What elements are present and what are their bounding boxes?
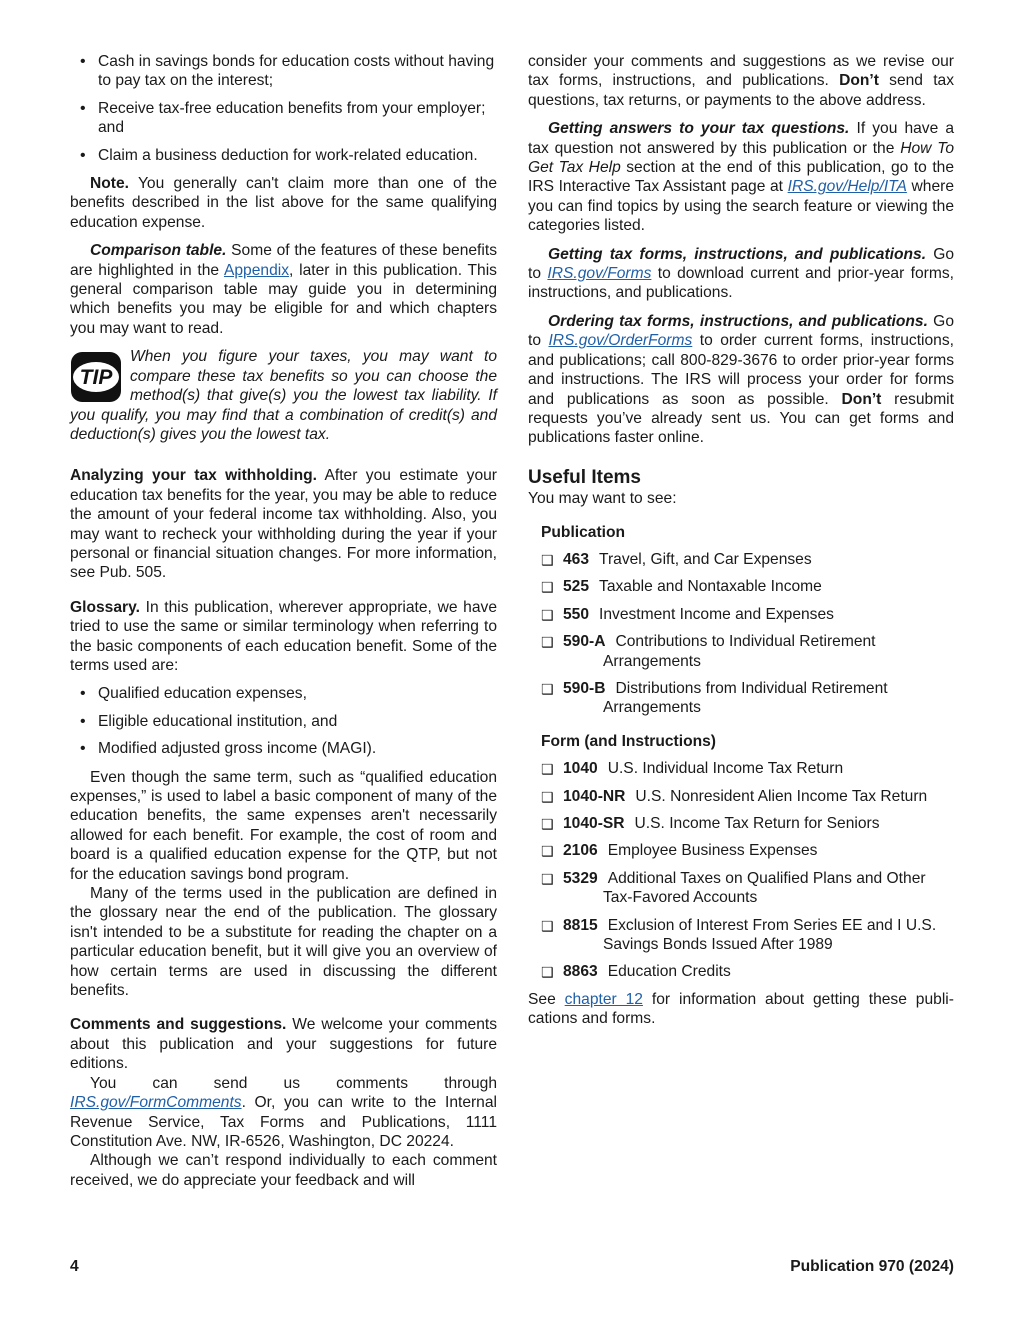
glossary-terms-list [70,684,497,758]
publication-footer: Publication 970 (2024) [790,1258,954,1275]
list-item: • Cash in savings bonds for education costs without having to pay tax on the interest; [70,52,497,91]
checkbox-icon[interactable]: ❑ [541,551,554,568]
ordering-text-cont: to order current forms, instructions, and publications; call 800-829-3676 to order prior-year forms and instructions. The IRS will process your order for forms and publications as soon as possible. [528,332,954,408]
answers-label: Getting answers to your tax questions. [548,120,850,138]
form-comments-link[interactable]: IRS.gov/FormComments [70,1094,242,1112]
checkbox-icon[interactable]: ❑ [541,634,554,651]
checkbox-icon[interactable]: ❑ [541,843,554,860]
item-title: Investment Income and Expenses [599,605,834,623]
list-item: • Qualified education expenses, [70,684,497,703]
publication-list [528,550,954,718]
help-ita-link[interactable]: IRS.gov/Help/ITA [787,178,907,196]
item-number: 525 [563,578,590,596]
send-comments-paragraph [70,1074,497,1152]
checkbox-icon[interactable]: ❑ [541,680,554,697]
list-item [541,605,954,624]
list-item [541,577,954,596]
list-item [541,632,954,671]
list-item [541,869,954,908]
order-forms-link[interactable]: IRS.gov/OrderForms [548,332,693,350]
many-terms-paragraph: Many of the terms used in the publication are defined in the glossary near the end of the publication. The glossary isn't intended to be a substitute for reading the chapter on a particular education benefit, but it will give you an overview of how certain terms are used in discussing the different benefits. [70,885,497,1000]
list-item [541,916,954,955]
tip-icon [70,351,122,403]
item-number: 1040-NR [563,787,626,805]
item-title: Contributions to Individual Retirement Arrangements [603,633,876,670]
right-column [528,52,954,1038]
ordering-text-end: resubmit requests you’ve already sent us. You can get forms and publications faster online. [528,390,954,447]
forms-paragraph [528,245,954,303]
withholding-text: After you estimate your education tax benefits for the year, you may be able to reduce the amount of your federal income tax withholding. Also, you may want to recheck your withholding during the year if your personal or financial situation changes. For more information, see Pub. 505. [70,467,497,582]
dont-emphasis: Don’t [839,72,879,90]
comparison-text: Some of the features of these benefits are highlighted in the [70,242,497,279]
irs-forms-link[interactable]: IRS.gov/Forms [547,265,652,283]
item-title: Travel, Gift, and Car Expenses [599,550,812,568]
comments-label: Comments and suggestions. [70,1016,287,1034]
list-item: • Eligible educational institution, and [70,712,497,731]
glossary-label: Glossary. [70,598,140,616]
continued-text: consider your comments and suggestions as we revise our tax forms, instructions, and publications. [528,53,954,90]
left-column [70,52,497,1190]
list-item [541,787,954,806]
list-item: • Claim a business deduction for work-related education. [70,146,497,165]
item-title: Additional Taxes on Qualified Plans and Other Tax-Favored Accounts [603,869,926,907]
withholding-label: Analyzing your tax withholding. [70,467,317,485]
note-paragraph [70,174,497,232]
tip-label: TIP [79,366,113,390]
answers-text-end: where you can find topics by using the search feature or viewing the categories listed. [528,178,954,235]
checkbox-icon[interactable]: ❑ [541,606,554,623]
forms-text: Go to [528,245,954,283]
withholding-paragraph [70,466,497,582]
list-item [541,550,954,569]
tip-box [70,347,497,444]
answers-text-cont: section at the end of this publication, go to the IRS Interactive Tax Assistant page at [528,159,955,196]
forms-text-cont: to download current and prior-year forms, instructions, and publications. [528,265,954,302]
useful-items-heading: Useful Items [528,466,641,488]
item-title: U.S. Individual Income Tax Return [607,760,844,778]
comments-paragraph [70,1015,497,1073]
item-number: 1040 [563,760,598,778]
send-text-cont: . Or, you can write to the Internal Revenue Service, Tax Forms and Publications, 1111 Constitution Ave. NW, IR-6526, Washington, DC 20224. [70,1094,497,1150]
checkbox-icon[interactable]: ❑ [541,870,554,887]
item-number: 5329 [563,869,598,887]
item-number: 590-A [563,633,606,651]
item-number: 2106 [563,842,598,860]
comparison-text-cont: , later in this publication. This general comparison table may guide you in determining which benefits you may be eligible for and which chapters you may want to read. [70,261,497,337]
see-text: See [528,990,565,1008]
item-number: 8863 [563,963,598,981]
continued-paragraph [528,52,954,110]
item-title: U.S. Income Tax Return for Seniors [634,815,880,832]
publication-heading: Publication [541,523,626,541]
ordering-label: Ordering tax forms, instructions, and publications. [548,312,928,330]
answers-paragraph [528,119,954,235]
item-title: Distributions from Individual Retirement Arrangements [603,679,888,717]
checkbox-icon[interactable]: ❑ [541,964,554,981]
item-number: 463 [563,550,590,568]
send-text: You can send us comments through [90,1074,497,1092]
item-title: Taxable and Nontaxable Income [599,578,822,596]
see-chapter-paragraph [528,990,954,1029]
appendix-link[interactable]: Appendix [223,261,290,279]
although-paragraph: Although we can’t respond individually to each comment received, we do appreciate your feedback and will [70,1152,497,1189]
item-title: Education Credits [607,963,731,981]
ordering-paragraph [528,312,954,448]
note-text: You generally can't claim more than one of the benefits described in the list above for the same qualifying education expense. [70,175,497,231]
list-item [541,814,954,833]
note-label: Note. [90,175,129,193]
comparison-paragraph [70,241,497,338]
list-item [541,841,954,860]
even-though-paragraph: Even though the same term, such as “qualified education expenses,” is used to label a basic component of many of the education benefits, the same expenses aren't necessarily allowed for each benefit. For example, the cost of room and board is a qualified education expense for the QTP, but not for the education savings bond program. [70,768,497,883]
item-title: U.S. Nonresident Alien Income Tax Return [635,787,928,805]
checkbox-icon[interactable]: ❑ [541,816,554,832]
checkbox-icon[interactable]: ❑ [541,788,554,805]
checkbox-icon[interactable]: ❑ [541,917,554,934]
tax-help-reference: How To Get Tax Help [528,139,954,177]
see-text-cont: for information about getting these publications and forms. [528,990,954,1028]
list-item [541,679,954,718]
page-number: 4 [70,1258,79,1275]
form-list [528,759,954,982]
item-title: Employee Business Expenses [607,842,818,860]
answers-text: If you have a tax question not answered by this publication or the [528,120,955,157]
comments-text: We welcome your comments about this publication and your suggestions for future editions. [70,1016,497,1073]
list-item [541,759,954,778]
forms-label: Getting tax forms, instructions, and publications. [548,245,927,263]
item-number: 8815 [563,916,598,934]
item-number: 550 [563,605,590,623]
item-number: 1040-SR [563,815,625,832]
dont-emphasis: Don’t [841,390,882,408]
item-title: Exclusion of Interest From Series EE and I U.S. Savings Bonds Issued After 1989 [603,916,937,954]
tip-text: When you figure your taxes, you may want to compare these tax benefits so you can choose the method(s) that give(s) you the lowest tax liability. If you qualify, you may find that a combination of credit(s) and deduction(s) gives you the lowest tax. [70,348,497,443]
chapter-12-link[interactable]: chapter 12 [564,990,643,1008]
glossary-text: In this publication, wherever appropriate, we have tried to use the same or similar terminology when referring to the basic components of each education benefit. Some of the terms used are: [70,598,497,674]
useful-items-intro: You may want to see: [528,490,677,508]
item-number: 590-B [563,679,606,697]
benefits-list [70,52,497,165]
ordering-text: Go to [528,312,954,350]
list-item: • Receive tax-free education benefits from your employer; and [70,99,497,138]
checkbox-icon[interactable]: ❑ [541,761,554,778]
forms-heading: Form (and Instructions) [541,732,716,750]
continued-text-cont: send tax questions, tax returns, or payments to the above address. [528,72,955,109]
checkbox-icon[interactable]: ❑ [541,579,554,596]
glossary-paragraph [70,598,497,676]
list-item [541,962,954,981]
comparison-label: Comparison table. [90,242,227,260]
list-item: • Modified adjusted gross income (MAGI). [70,739,497,758]
